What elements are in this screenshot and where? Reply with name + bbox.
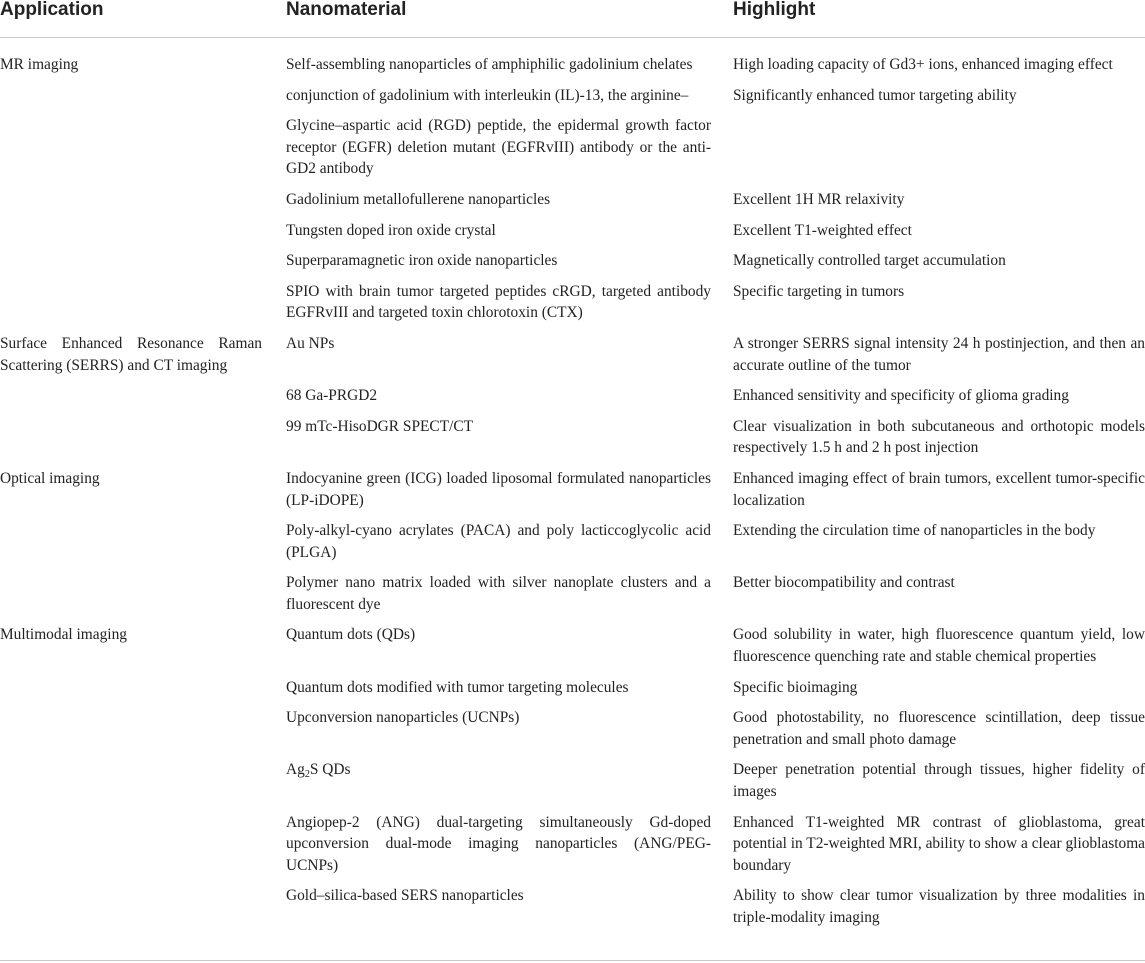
- cell-highlight: Better biocompatibility and contrast: [733, 574, 955, 592]
- table-row: [0, 759, 1145, 802]
- table-row: [0, 85, 1145, 107]
- cell-nanomaterial: Angiopep-2 (ANG) dual-targeting simultaneously Gd-doped upconversion dual-mode imaging nanoparticles (ANG/PEG-UCNPs): [286, 813, 711, 874]
- cell-highlight: Extending the circulation time of nanoparticles in the body: [733, 522, 1096, 540]
- cell-application: Multimodal imaging: [0, 626, 127, 644]
- cell-highlight: Good solubility in water, high fluorescence quantum yield, low fluorescence quenching rate and stable chemical properties: [733, 626, 1145, 666]
- cell-highlight: Excellent T1-weighted effect: [733, 221, 912, 239]
- table-row: [0, 812, 1145, 877]
- cell-application: Surface Enhanced Resonance Raman Scattering (SERRS) and CT imaging: [0, 334, 262, 374]
- table-row: [0, 115, 1145, 180]
- cell-highlight: Enhanced imaging effect of brain tumors, excellent tumor-specific localization: [733, 469, 1145, 509]
- table-row: [0, 189, 1145, 211]
- table-row: [0, 677, 1145, 699]
- cell-highlight: Enhanced sensitivity and specificity of glioma grading: [733, 387, 1069, 405]
- cell-nanomaterial: Gadolinium metallofullerene nanoparticles: [286, 190, 551, 208]
- cell-nanomaterial: 68 Ga-PRGD2: [286, 387, 378, 405]
- cell-highlight: Specific targeting in tumors: [733, 282, 905, 300]
- table-row: [0, 468, 1145, 511]
- cell-nanomaterial: Indocyanine green (ICG) loaded liposomal formulated nanoparticles (LP-iDOPE): [286, 469, 711, 509]
- header-nanomaterial: Nanomaterial: [286, 0, 407, 20]
- table-row: [0, 333, 1145, 376]
- cell-nanomaterial: Polymer nano matrix loaded with silver nanoplate clusters and a fluorescent dye: [286, 574, 711, 613]
- cell-nanomaterial: Poly-alkyl-cyano acrylates (PACA) and poly lacticcoglycolic acid (PLGA): [286, 522, 711, 561]
- table-row: [0, 250, 1145, 272]
- table-bottom-rule: [0, 960, 1145, 961]
- table-body: [0, 38, 1145, 929]
- table-row: [0, 707, 1145, 750]
- cell-highlight: Specific bioimaging: [733, 678, 858, 696]
- cell-nanomaterial: Glycine–aspartic acid (RGD) peptide, the epidermal growth factor receptor (EGFR) deletion mutant (EGFRvIII) antibody or the anti-GD2 antibody: [286, 117, 711, 178]
- cell-highlight: Clear visualization in both subcutaneous and orthotopic models respectively 1.5 h and 2 h post injection: [733, 417, 1145, 457]
- table-row: [0, 520, 1145, 563]
- cell-application: MR imaging: [0, 56, 79, 73]
- table-header: [0, 0, 1145, 38]
- cell-highlight: High loading capacity of Gd3+ ions, enhanced imaging effect: [733, 56, 1113, 73]
- table-row: [0, 624, 1145, 667]
- cell-highlight: Enhanced T1-weighted MR contrast of glioblastoma, great potential in T2-weighted MRI, ability to show a clear glioblastoma boundary: [733, 813, 1145, 874]
- cell-nanomaterial: Quantum dots modified with tumor targeting molecules: [286, 678, 629, 696]
- table-row: [0, 54, 1145, 76]
- header-highlight: Highlight: [733, 0, 816, 20]
- cell-nanomaterial: Gold–silica-based SERS nanoparticles: [286, 887, 524, 905]
- cell-nanomaterial: Superparamagnetic iron oxide nanoparticles: [286, 252, 558, 270]
- table-row: [0, 885, 1145, 928]
- cell-nanomaterial: $Ag_2S$ QDs: [286, 761, 351, 781]
- cell-nanomaterial: SPIO with brain tumor targeted peptides cRGD, targeted antibody EGFRvIII and targeted toxin chlorotoxin (CTX): [286, 282, 711, 322]
- table-row: [0, 385, 1145, 407]
- cell-highlight: [733, 115, 1145, 180]
- cell-highlight: Good photostability, no fluorescence scintillation, deep tissue penetration and small photo damage: [733, 709, 1145, 748]
- cell-nanomaterial: Tungsten doped iron oxide crystal: [286, 221, 496, 239]
- cell-highlight: Excellent 1H MR relaxivity: [733, 190, 905, 208]
- cell-nanomaterial: Upconversion nanoparticles (UCNPs): [286, 709, 520, 727]
- cell-highlight: Deeper penetration potential through tissues, higher fidelity of images: [733, 761, 1145, 801]
- cell-nanomaterial: 99 mTc-HisoDGR SPECT/CT: [286, 417, 474, 435]
- cell-highlight: Significantly enhanced tumor targeting ability: [733, 86, 1017, 104]
- cell-highlight: Magnetically controlled target accumulation: [733, 252, 1006, 270]
- cell-application: Optical imaging: [0, 469, 100, 487]
- cell-highlight: Ability to show clear tumor visualization by three modalities in triple-modality imaging: [733, 887, 1145, 926]
- cell-nanomaterial: Au NPs: [286, 334, 335, 352]
- header-application: Application: [0, 0, 104, 20]
- table-row: [0, 281, 1145, 324]
- table-row: [0, 220, 1145, 242]
- table-row: [0, 416, 1145, 459]
- cell-nanomaterial: Self-assembling nanoparticles of amphiphilic gadolinium chelates: [286, 56, 693, 73]
- cell-nanomaterial: Quantum dots (QDs): [286, 626, 416, 644]
- table-row: [0, 572, 1145, 615]
- cell-highlight: A stronger SERRS signal intensity 24 h postinjection, and then an accurate outline of the tumor: [733, 334, 1145, 374]
- cell-nanomaterial: conjunction of gadolinium with interleukin (IL)-13, the arginine–: [286, 86, 689, 104]
